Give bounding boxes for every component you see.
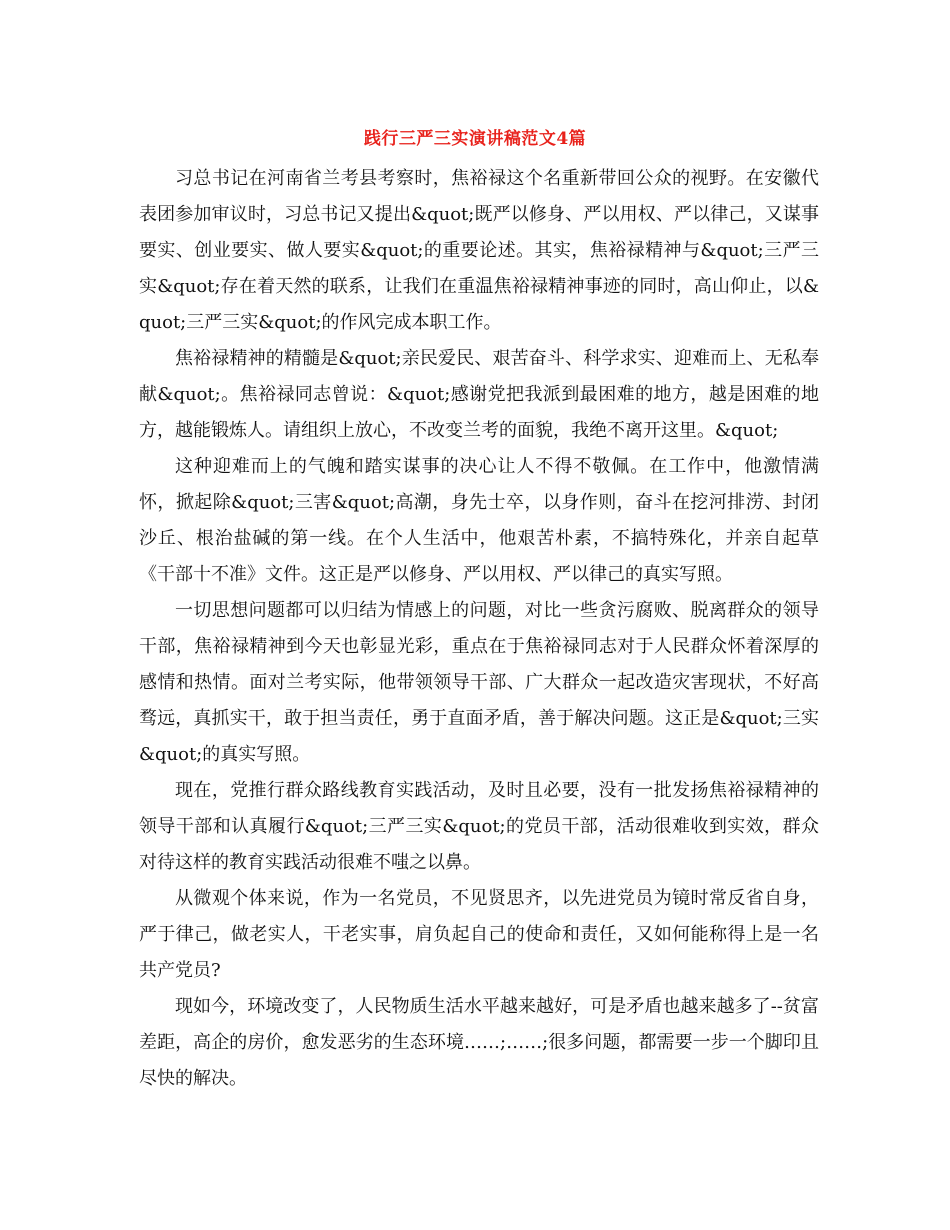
paragraph: 从微观个体来说，作为一名党员，不见贤思齐，以先进党员为镜时常反省自身，严于律己，做老实人，干老实事，肩负起自己的使命和责任，又如何能称得上是一名共产党员? [139,888,819,981]
paragraph: 现如今，环境改变了，人民物质生活水平越来越好，可是矛盾也越来越多了--贫富差距，高企的房价，愈发恶劣的生态环境……;……;很多问题，都需要一步一个脚印且尽快的解决。 [139,996,819,1089]
paragraph: 现在，党推行群众路线教育实践活动，及时且必要，没有一批发扬焦裕禄精神的领导干部和认真履行&quot;三严三实&quot;的党员干部，活动很难收到实效，群众对待这样的教育实践活动很难不嗤之以鼻。 [139,780,819,873]
paragraph: 这种迎难而上的气魄和踏实谋事的决心让人不得不敬佩。在工作中，他激情满怀，掀起除&quot;三害&quot;高潮，身先士卒，以身作则，奋斗在挖河排涝、封闭沙丘、根治盐碱的第一线。在个人生活中，他艰苦朴素，不搞特殊化，并亲自起草《干部十不准》文件。这正是严以修身、严以用权、严以律己的真实写照。 [139,456,819,585]
paragraph: 习总书记在河南省兰考县考察时，焦裕禄这个名重新带回公众的视野。在安徽代表团参加审议时，习总书记又提出&quot;既严以修身、严以用权、严以律己，又谋事要实、创业要实、做人要实&quot;的重要论述。其实，焦裕禄精神与&quot;三严三实&quot;存在着天然的联系，让我们在重温焦裕禄精神事迹的同时，高山仰止，以&quot;三严三实&quot;的作风完成本职工作。 [139,168,819,333]
document-body [139,161,819,1097]
document-title: 践行三严三实演讲稿范文4篇 [363,129,587,149]
paragraph: 焦裕禄精神的精髓是&quot;亲民爱民、艰苦奋斗、科学求实、迎难而上、无私奉献&quot;。焦裕禄同志曾说：&quot;感谢党把我派到最困难的地方，越是困难的地方，越能锻炼人。请组织上放心，不改变兰考的面貌，我绝不离开这里。&quot; [139,348,819,441]
paragraph: 一切思想问题都可以归结为情感上的问题，对比一些贪污腐败、脱离群众的领导干部，焦裕禄精神到今天也彰显光彩，重点在于焦裕禄同志对于人民群众怀着深厚的感情和热情。面对兰考实际，他带领领导干部、广大群众一起改造灾害现状，不好高骛远，真抓实干，敢于担当责任，勇于直面矛盾，善于解决问题。这正是&quot;三实&quot;的真实写照。 [139,600,819,765]
